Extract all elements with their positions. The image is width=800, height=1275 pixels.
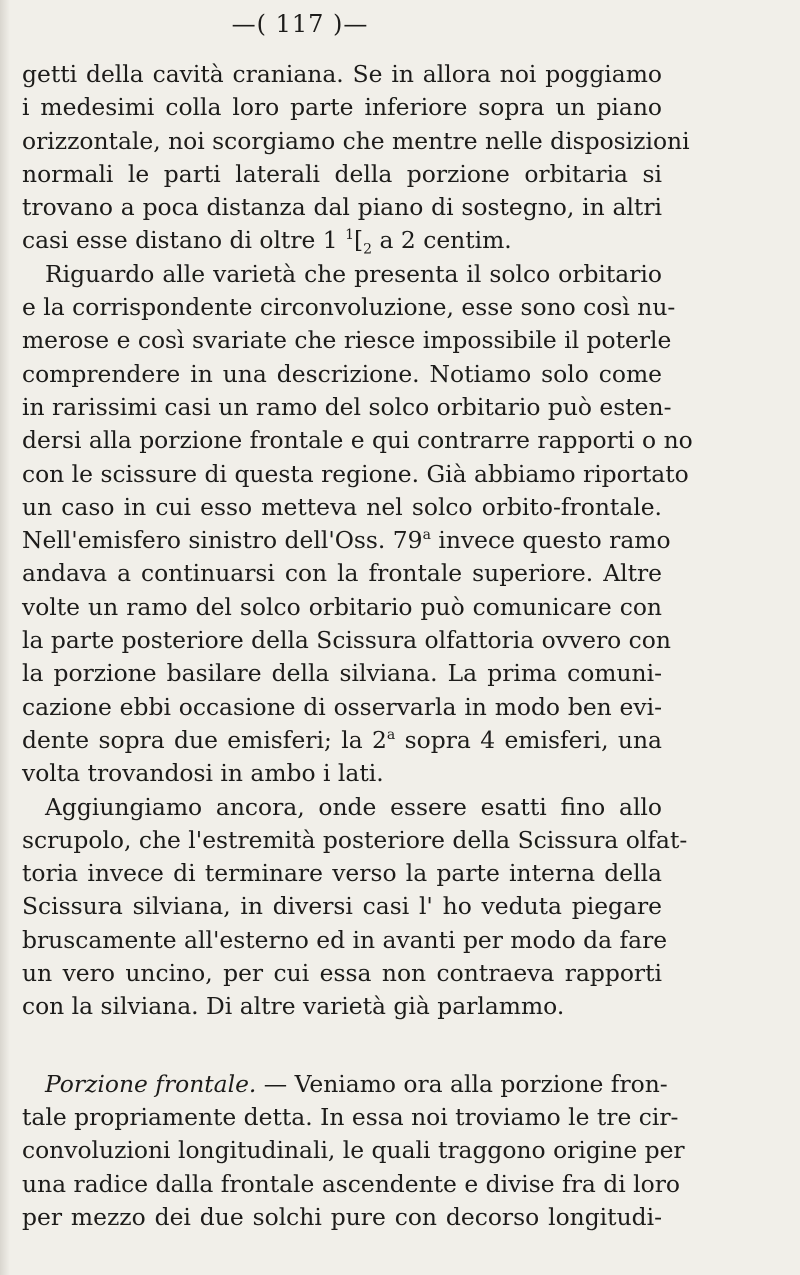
text-line: la porzione basilare della silviana. La prima comuni- (22, 659, 662, 688)
text-line: Scissura silviana, in diversi casi l' ho veduta piegare (22, 892, 662, 921)
text-line: cazione ebbi occasione di osservarla in modo ben evi- (22, 692, 662, 721)
fraction-bar: [ (354, 226, 364, 255)
section-heading-rest: — Veniamo ora alla porzione fron- (256, 1069, 668, 1098)
page-gutter-shadow (0, 0, 10, 1275)
text-line: volte un ramo del solco orbitario può comunicare con (22, 592, 662, 621)
text-line: toria invece di terminare verso la parte interna della (22, 859, 662, 888)
text-line: normali le parti laterali della porzione orbitaria si (22, 159, 662, 188)
text-line: merose e così svariate che riesce impossibile il poterle (22, 326, 672, 355)
second-after: sopra 4 emisferi, una (395, 725, 662, 754)
text-line: con le scissure di questa regione. Già abbiamo riportato (22, 459, 689, 488)
section-heading: Porzione frontale. (45, 1069, 257, 1098)
fraction-after: a 2 centim. (372, 226, 512, 255)
text-line: Aggiungiamo ancora, onde essere esatti fino allo (45, 792, 662, 821)
oss-before: Nell'emisfero sinistro dell'Oss. 79 (22, 526, 423, 555)
text-line-second (22, 724, 662, 757)
text-line: convoluzioni longitudinali, le quali traggono origine per (22, 1136, 685, 1165)
text-line: un vero uncino, per cui essa non contraeva rapporti (22, 959, 662, 988)
page-number: —( 117 )— (231, 10, 369, 38)
text-line: una radice dalla frontale ascendente e divise fra di loro (22, 1169, 680, 1198)
text-line: la parte posteriore della Scissura olfattoria ovvero con (22, 626, 671, 655)
text-line: dersi alla porzione frontale e qui contrarre rapporti o no (22, 426, 693, 455)
second-superscript: a (386, 727, 396, 744)
text-line: getti della cavità craniana. Se in allora noi poggiamo (22, 60, 662, 88)
text-line: per mezzo dei due solchi pure con decorso longitudi- (22, 1202, 662, 1231)
section-heading-line (22, 1068, 668, 1101)
text-line: bruscamente all'esterno ed in avanti per modo da fare (22, 925, 668, 954)
second-before: dente sopra due emisferi; la 2 (22, 725, 387, 754)
oss-after: invece questo ramo (430, 526, 671, 555)
text-line: e la corrispondente circonvoluzione, esse sono così nu- (22, 293, 676, 322)
text-line: volta trovandosi in ambo i lati. (22, 759, 384, 788)
oss-superscript: a (422, 527, 431, 544)
text-line: con la silviana. Di altre varietà già parlammo. (22, 992, 565, 1021)
fraction-numerator: 1 (345, 227, 355, 244)
text-line-fraction (22, 224, 662, 257)
fraction-denominator: 2 (363, 242, 373, 259)
section-gap (22, 1024, 662, 1068)
body-text (22, 58, 693, 1234)
text-line: tale propriamente detta. In essa noi troviamo le tre cir- (22, 1102, 679, 1131)
text-line: orizzontale, noi scorgiamo che mentre nelle disposizioni (22, 126, 690, 155)
text-line: Riguardo alle varietà che presenta il solco orbitario (45, 259, 662, 288)
text-line: i medesimi colla loro parte inferiore sopra un piano (22, 93, 662, 122)
text-line-oss (22, 524, 671, 557)
text-line: in rarissimi casi un ramo del solco orbitario può esten- (22, 392, 672, 421)
text-line: andava a continuarsi con la frontale superiore. Altre (22, 559, 662, 588)
text-line: un caso in cui esso metteva nel solco orbito-frontale. (22, 492, 662, 521)
text-line: trovano a poca distanza dal piano di sostegno, in altri (22, 193, 662, 222)
fraction-before: casi esse distano di oltre 1 (22, 226, 346, 255)
text-line: comprendere in una descrizione. Notiamo solo come (22, 359, 662, 388)
text-line: scrupolo, che l'estremità posteriore della Scissura olfat- (22, 825, 688, 854)
